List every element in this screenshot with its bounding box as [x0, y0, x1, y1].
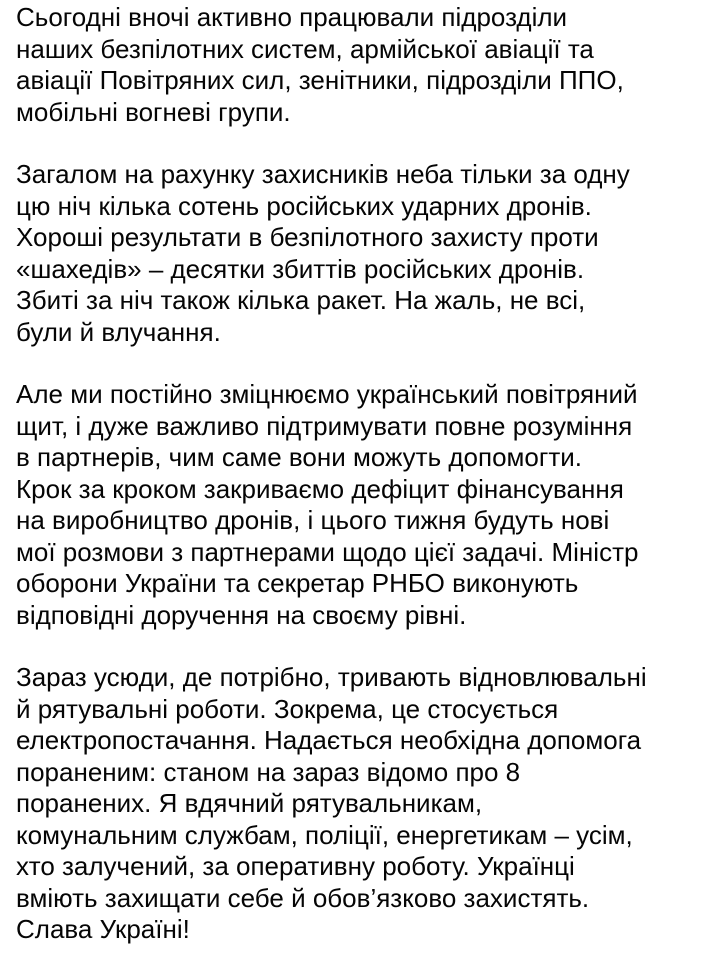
paragraph-night-operations: Сьогодні вночі активно працювали підрозділи наших безпілотних систем, армійської авіації та авіації Повітряних сил, зенітники, підрозділи ППО, мобільні вогневі групи.: [16, 2, 624, 127]
paragraph-drones-downed: Загалом на рахунку захисників неба тільки за одну цю ніч кілька сотень російських ударних дронів. Хороші результати в безпілотного захисту проти «шахедів» – десятки збиттів російських дронів. Збиті за ніч також кілька ракет. На жаль, не всі, були й влучання.: [16, 159, 630, 347]
paragraph-rescue-works: Зараз усюди, де потрібно, тривають відновлювальні й рятувальні роботи. Зокрема, це стосується електропостачання. Надається необхідна допомога пораненим: станом на зараз відомо про 8 поранених. Я вдячний рятувальникам, комунальним службам, поліції, енергетикам – усім, хто залучений, за оперативну роботу. Українці вміють захищати себе й обов’язково захистять. Слава Україні!: [16, 662, 647, 944]
paragraph-air-shield: Але ми постійно зміцнюємо український повітряний щит, і дуже важливо підтримувати повне розуміння в партнерів, чим саме вони можуть допомогти. Крок за кроком закриваємо дефіцит фінансування на виробництво дронів, і цього тижня будуть нові мої розмови з партнерами щодо цієї задачі. Міністр оборони України та секретар РНБО виконують відповідні доручення на своєму рівні.: [16, 379, 639, 630]
